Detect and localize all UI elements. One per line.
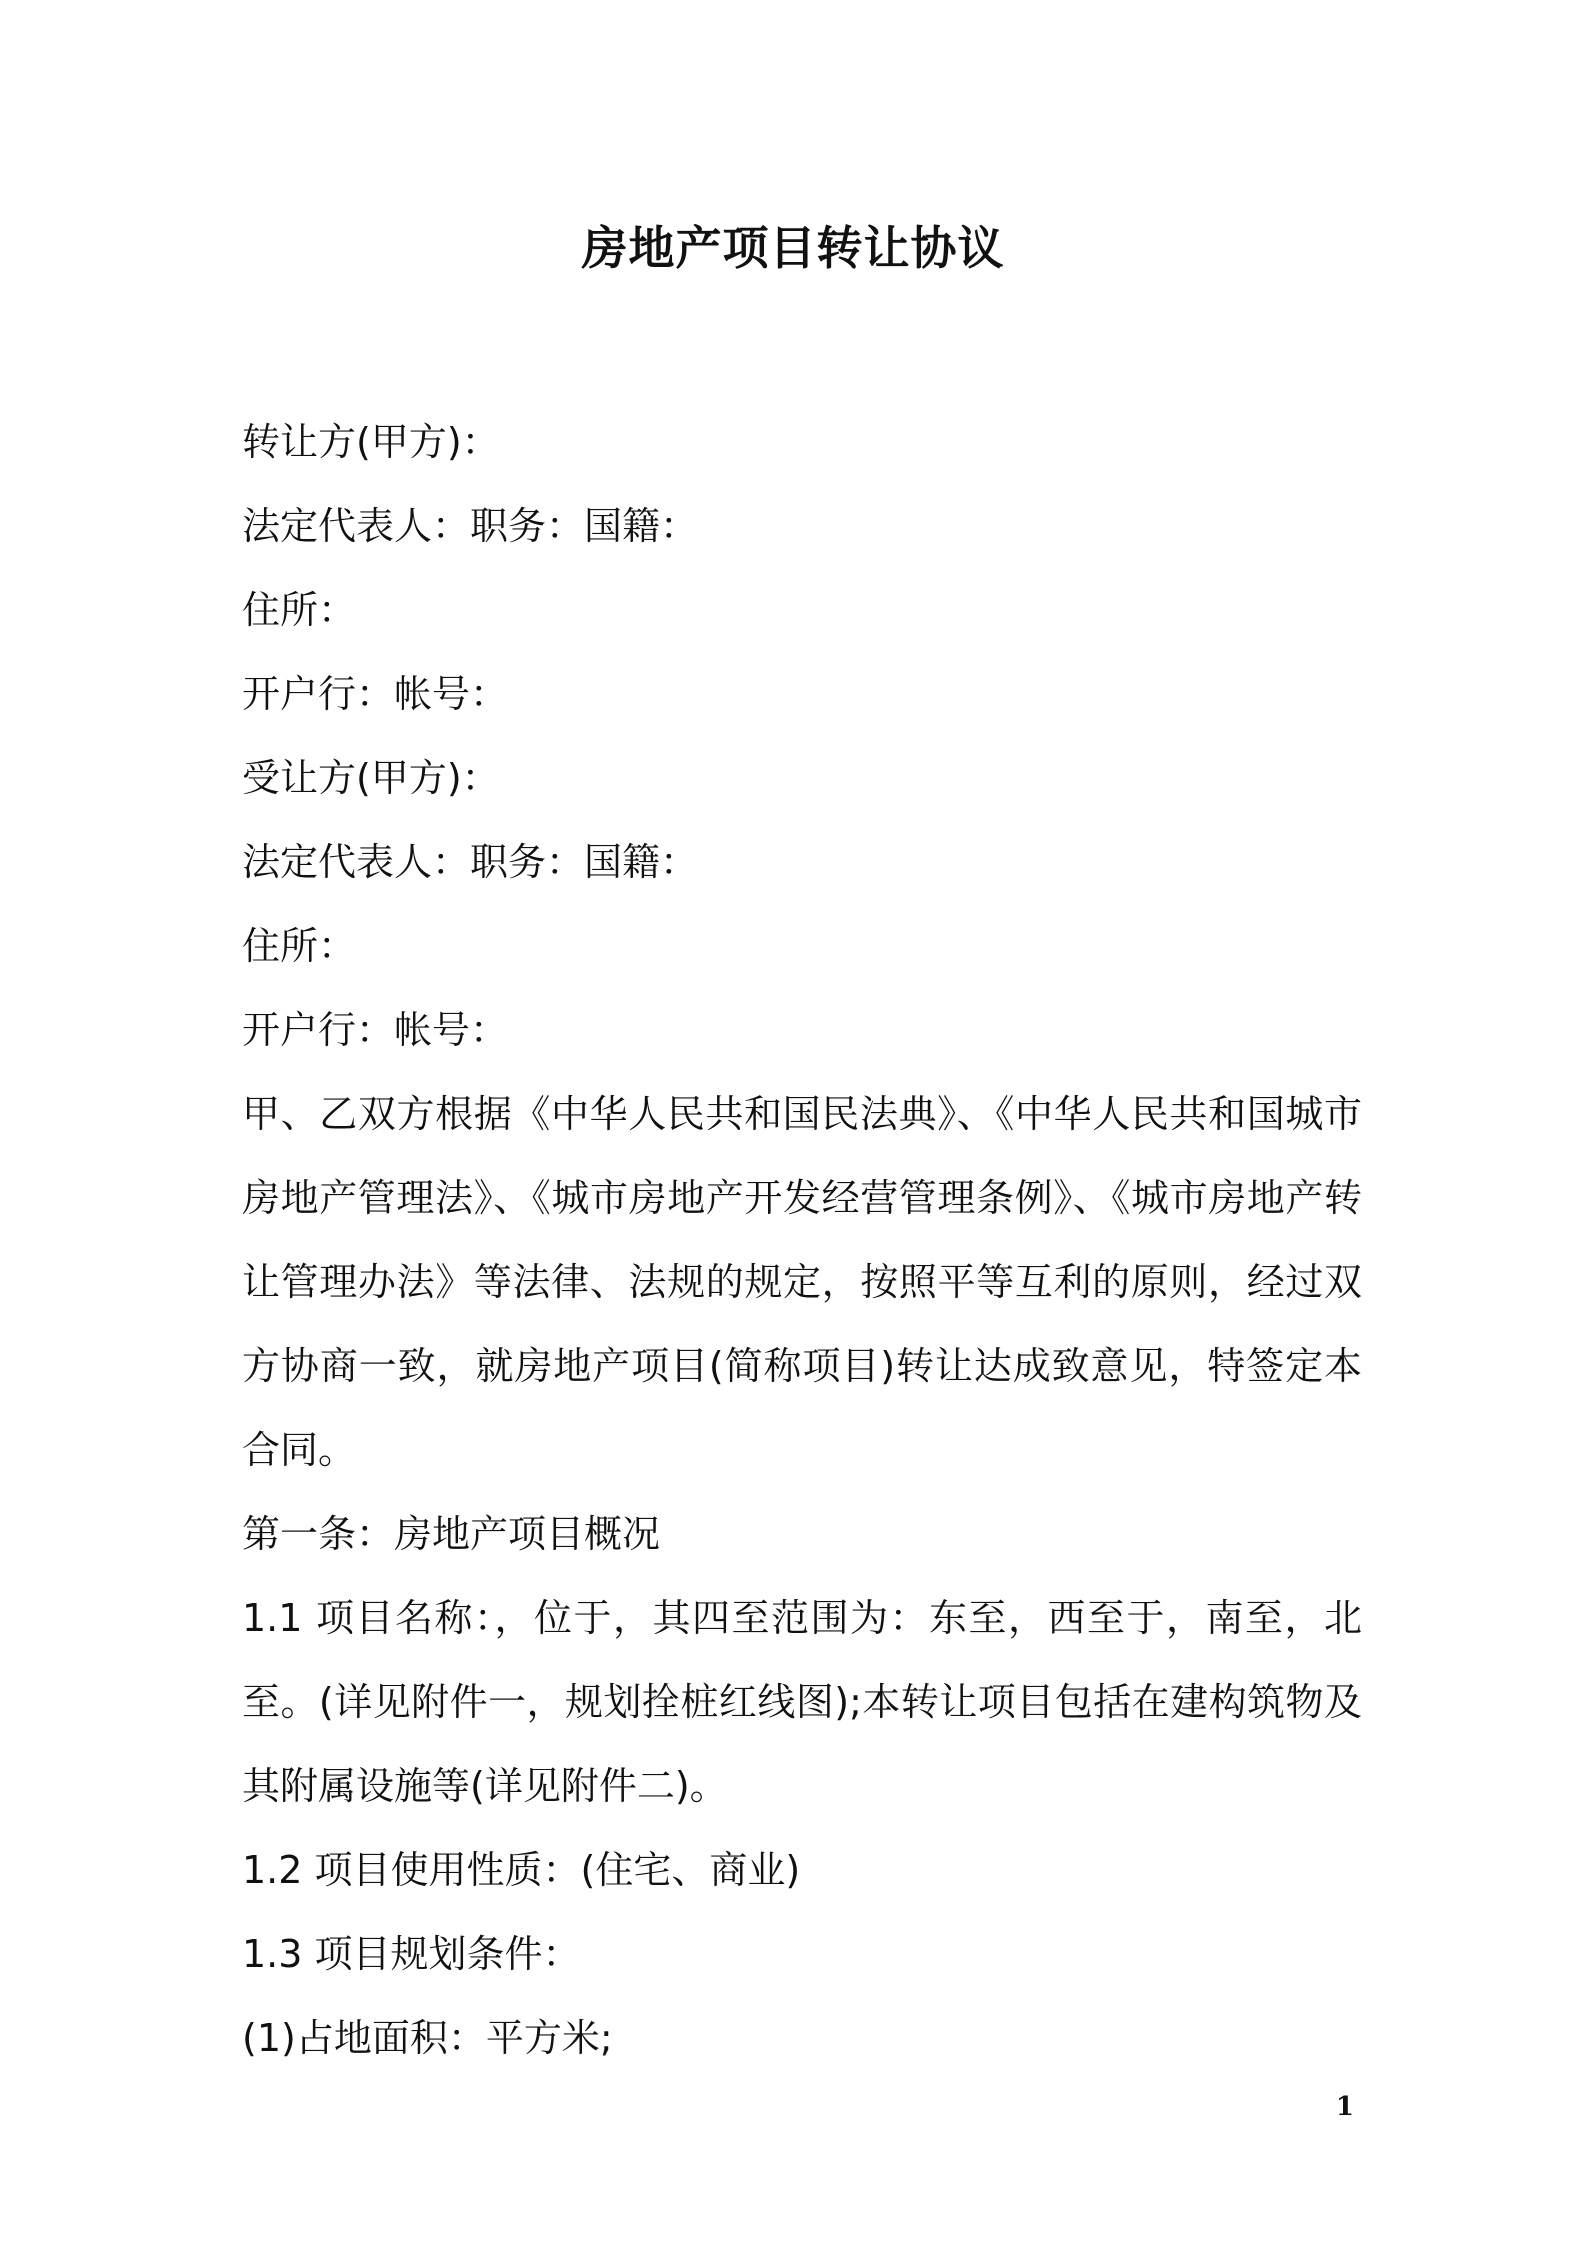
transferee-line: 受让方(甲方)：	[242, 756, 500, 800]
transferee-representative-line: 法定代表人：职务：国籍：	[242, 840, 699, 884]
clause-1-2: 1.2 项目使用性质：(住宅、商业)	[242, 1848, 801, 1892]
document-body	[242, 400, 1362, 2080]
transferor-bank-line: 开户行：帐号：	[242, 672, 509, 716]
transferor-address-line: 住所：	[242, 588, 357, 632]
transferor-representative-line: 法定代表人：职务：国籍：	[242, 504, 699, 548]
clause-1-1: 1.1 项目名称：，位于，其四至范围为：东至，西至于，南至，北至。(详见附件一，规划拴桩红线图);本转让项目包括在建构筑物及其附属设施等(详见附件二)。	[242, 1596, 1362, 1808]
article-1-heading: 第一条：房地产项目概况	[242, 1512, 661, 1556]
intro-paragraph: 甲、乙双方根据《中华人民共和国民法典》、《中华人民共和国城市房地产管理法》、《城市房地产开发经营管理条例》、《城市房地产转让管理办法》等法律、法规的规定，按照平等互利的原则，经过双方协商一致，就房地产项目(简称项目)转让达成致意见，特签定本合同。	[242, 1092, 1362, 1472]
clause-1-3: 1.3 项目规划条件：	[242, 1932, 581, 1976]
transferor-line: 转让方(甲方)：	[242, 420, 500, 464]
document-title: 房地产项目转让协议	[581, 221, 1005, 275]
page-number: 1	[1335, 2092, 1354, 2122]
transferee-bank-line: 开户行：帐号：	[242, 1008, 509, 1052]
clause-1-3-1: (1)占地面积：平方米;	[242, 2016, 613, 2060]
transferee-address-line: 住所：	[242, 924, 357, 968]
